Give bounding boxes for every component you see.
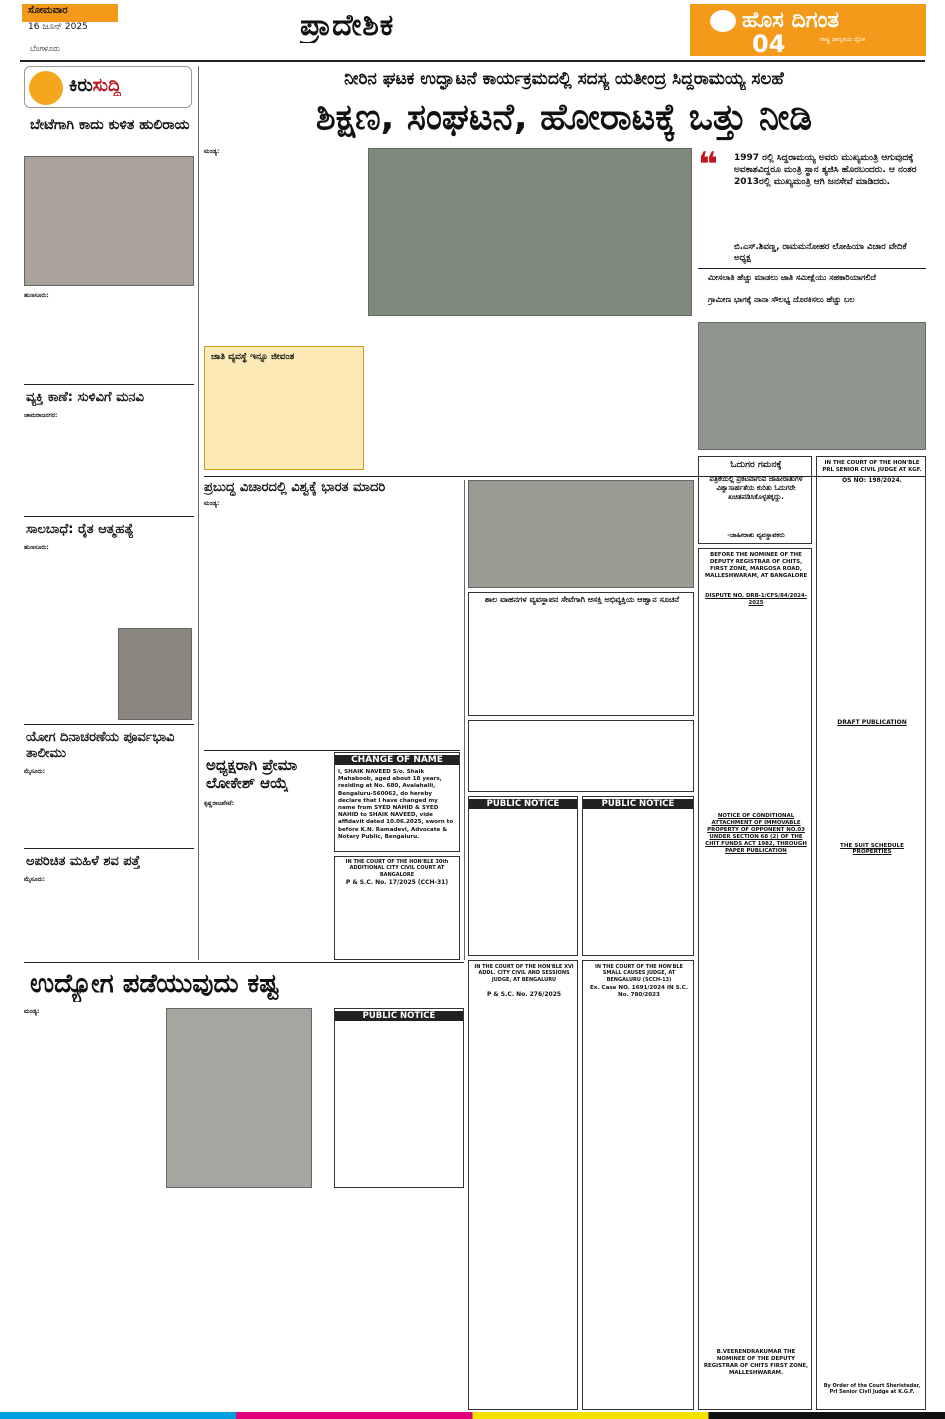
brand-name: ಹೊಸ ದಿಗಂತ <box>742 8 840 33</box>
readers-attention-sign: -ಜಾಹೀರಾತು ವ್ಯವಸ್ಥಾಪಕರು <box>727 531 785 539</box>
kiru-label-left: ಕಿರು <box>69 75 93 96</box>
court2-case: P & S.C. No. 276/2025 <box>486 991 562 998</box>
lead-bullet-1: ಮೀಸಲಾತಿ ಹೆಚ್ಚು ಮಾಡಲು ಜಾತಿ ಸಮೀಕ್ಷೆಯು ಸಹಕಾರಿಯಾಗಲಿದೆ <box>708 273 876 282</box>
left-story5-title: ಅಪರಿಚಿತ ಮಹಿಳೆ ಶವ ಪತ್ತೆ <box>26 854 141 869</box>
court3-case: Ex. Case NO. 1691/2024 IN S.C. No. 780/2023 <box>589 985 689 998</box>
bottom-story-dateline: ಮಂಡ್ಯ: <box>24 1008 40 1015</box>
public-notice-1-title: PUBLIC NOTICE <box>469 799 577 809</box>
left-story3-body <box>24 544 194 624</box>
lead-body-col3 <box>368 320 472 470</box>
masthead <box>0 0 945 60</box>
change-of-name-notice <box>334 752 460 852</box>
mid-story2-body <box>204 800 328 896</box>
left-rule-4 <box>24 848 194 849</box>
kiru-suddi-badge <box>24 66 192 108</box>
left-column-divider <box>198 66 199 960</box>
bottom-story-rule <box>24 962 464 963</box>
left-story1-title: ಬೇಟೆಗಾಗಿ ಕಾದು ಕುಳಿತ ಹುಲಿರಾಯ <box>30 117 190 133</box>
quote-rule <box>698 268 926 269</box>
mid-story1-body-a <box>204 500 328 748</box>
bottom-story-photo <box>166 1008 312 1188</box>
tiger-photo <box>24 156 194 286</box>
left-story4-body <box>24 768 194 844</box>
readers-attention-body: ಪತ್ರಿಕೆಯಲ್ಲಿ ಪ್ರಕಟವಾಗುವ ಜಾಹೀರಾತುಗಳ ವಿಶ್ವಾಸಾರ್ಹತೆಯ ಕುರಿತು ಓದುಗರೇ ಖಚಿತಪಡಿಸಿಕೊಳ್ಳತಕ್ಕದ್ದು. <box>709 475 803 501</box>
left-story3-dateline: ಹುಣಸೂರು: <box>24 544 49 551</box>
public-notice-2-body <box>586 813 692 955</box>
lead-body-col4 <box>478 320 582 470</box>
bottom-story-title: ಉದ್ಯೋಗ ಪಡೆಯುವುದು ಕಷ್ಟ <box>30 969 279 999</box>
mid-story2-dateline: ಕೃಷ್ಣರಾಜಪೇಟೆ: <box>204 800 235 807</box>
print-color-marks <box>0 1412 945 1419</box>
kgf-title: IN THE COURT OF THE HON'BLE PRL SENIOR CIVIL JUDGE AT KGF. <box>822 460 922 473</box>
school-notice-body <box>473 619 691 715</box>
kgf-court-notice <box>816 456 926 1410</box>
left-story1-body <box>24 292 194 382</box>
lead-kicker: ನೀರಿನ ಘಟಕ ಉದ್ಘಾಟನೆ ಕಾರ್ಯಕ್ರಮದಲ್ಲಿ ಸದಸ್ಯ ಯತೀಂದ್ರ ಸಿದ್ದರಾಮಯ್ಯ ಸಲಹೆ <box>344 69 784 89</box>
readers-attention-title: ಓದುಗರ ಗಮನಕ್ಕೆ <box>730 460 782 470</box>
chits-notice-heading: NOTICE OF CONDITIONAL ATTACHMENT OF IMMOVABLE PROPERTY OF OPPONENT NO.03 UNDER SECTION 68 (2) OF THE CHIT FUNDS ACT 1982, THROUGH PAPER PUBLICATION <box>705 813 807 854</box>
kiru-hand-icon <box>29 71 63 105</box>
section-title: ಪ್ರಾದೇಶಿಕ <box>300 8 395 43</box>
left-rule-3 <box>24 724 194 725</box>
court3-notice <box>582 960 694 1410</box>
public-notice-3-title: PUBLIC NOTICE <box>335 1011 463 1021</box>
mid-story2-body-cont <box>204 900 328 960</box>
lead-body-col5 <box>588 320 692 470</box>
kgf-schedule-body <box>820 853 924 1383</box>
mid-story1-dateline: ಮಂಡ್ಯ: <box>204 500 220 507</box>
left-story3-title: ಸಾಲಬಾಧೆ: ರೈತ ಆತ್ಮಹತ್ಯೆ <box>26 522 134 537</box>
court1-body <box>338 889 456 959</box>
school-notice-title: ಶಾಲ ವಾಹನಗಳ ವ್ಯವಸ್ಥಾಪನ ಸೇವೆಗಾಗಿ ಆಸಕ್ತಿ ಅಭಿವ್ಯಕ್ತಿಯ ಆಹ್ವಾನ ಸೂಚನೆ <box>484 595 680 604</box>
left-story2-body <box>24 412 194 512</box>
court3-title: IN THE COURT OF THE HON'BLE SMALL CAUSES JUDGE, AT BENGALURU (SCCH-13) <box>594 964 683 983</box>
mid-rule-1 <box>204 750 460 751</box>
chits-title: BEFORE THE NOMINEE OF THE DEPUTY REGISTRAR OF CHITS, FIRST ZONE, MARGOSA ROAD, MALLESHWARAM, AT BANGALORE <box>704 552 808 579</box>
bottom-story-col1 <box>24 1008 160 1410</box>
left-story2-title: ವ್ಯಕ್ತಿ ಕಾಣೆ: ಸುಳಿವಿಗೆ ಮನವಿ <box>26 390 145 405</box>
kgf-draft: DRAFT PUBLICATION <box>837 719 907 726</box>
public-notice-3-body <box>338 1025 462 1187</box>
chits-sign: B.VEERENDRAKUMAR THE NOMINEE OF THE DEPUTY REGISTRAR OF CHITS FIRST ZONE, MALLESHWARAM. <box>703 1349 809 1376</box>
header-date: 16 ಜೂನ್ 2025 <box>28 22 88 32</box>
side-photo-1 <box>698 322 926 450</box>
court2-body <box>472 1001 576 1401</box>
public-notice-1-body <box>472 813 576 955</box>
school-notice-body-2 <box>473 723 691 791</box>
left-story4-dateline: ಮೈಸೂರು: <box>24 768 46 775</box>
lead-quote-mark: ❝ <box>698 150 718 180</box>
brand-logo <box>710 10 736 32</box>
court1-case: P & S.C. No. 17/2025 (CCH-31) <box>345 879 449 886</box>
lead-subbox <box>204 346 364 470</box>
left-story5-body <box>24 876 194 960</box>
left-story5-dateline: ಮೈಸೂರು: <box>24 876 46 883</box>
kgf-schedule: THE SUIT SCHEDULE PROPERTIES <box>840 843 904 855</box>
left-story3-body-cont <box>24 628 114 720</box>
public-notice-2 <box>582 796 694 956</box>
lead-headline: ಶಿಕ್ಷಣ, ಸಂಘಟನೆ, ಹೋರಾಟಕ್ಕೆ ಒತ್ತು ನೀಡಿ <box>315 97 813 138</box>
school-vehicle-notice-2 <box>468 720 694 792</box>
public-notice-1 <box>468 796 578 956</box>
lead-quote-author: ಬಿ.ಎಸ್.ಶಿವಣ್ಣ, ರಾಮಮನೋಹರ ಲೋಹಿಯಾ ವಿಚಾರ ವೇದಿಕೆ ಅಧ್ಯಕ್ಷ <box>734 242 907 263</box>
page-number: 04 <box>752 30 786 58</box>
farmer-photo <box>118 628 192 720</box>
lead-photo <box>368 148 692 316</box>
chits-body <box>702 867 810 1337</box>
chits-dispute: DISPUTE NO. DRB-1/CFS/84/2024-2025 <box>705 593 807 606</box>
kgf-body <box>820 729 924 839</box>
public-notice-3 <box>334 1008 464 1188</box>
court1-title: IN THE COURT OF THE HON'BLE 30th ADDITIONAL CITY CIVIL COURT AT BANGALORE <box>345 859 449 878</box>
side-photo-2 <box>468 480 694 588</box>
lead-bullet-2: ಗ್ರಾಮೀಣ ಭಾಗಕ್ಕೆ ನಾನಾ ಸೌಲಭ್ಯ ದೊರಕಿಸಲು ಹೆಚ್ಚು ಬಲ <box>708 295 855 304</box>
chits-parties <box>702 611 810 811</box>
bottom-story-col2 <box>166 1192 312 1410</box>
lead-body-col1 <box>204 148 364 344</box>
public-notice-2-title: PUBLIC NOTICE <box>583 799 693 809</box>
chits-notice <box>698 548 812 1410</box>
court2-notice <box>468 960 578 1410</box>
kiru-label <box>69 75 121 96</box>
header-city: ಬೆಂಗಳೂರು <box>30 44 60 53</box>
readers-attention-box <box>698 456 812 544</box>
brand-tagline: ರಾಷ್ಟ್ರ ಜಾಗೃತಿಯ ದೈನಿಕ <box>820 36 866 43</box>
kgf-sign: By Order of the Court Sheristedar, Prl Senior Civil Judge at K.G.F. <box>823 1383 921 1396</box>
coc-body: I, SHAIK NAVEED S/o. Shaik Mahaboob, aged about 18 years, residing at No. 680, Avalahalli, Bengaluru-560062, do hereby declare that I have changed my name from SYED NAHID & SYED NAHID to SHAIK NAVEED, vide affidavit dated 10.06.2025, sworn to before K.N. Ramadevi, Advocate & Notary Public, Bengaluru. <box>338 769 454 840</box>
court3-body <box>586 1003 692 1403</box>
mid-column-divider <box>464 480 465 960</box>
kiru-label-right: ಸುದ್ದಿ <box>92 75 122 96</box>
left-story1-dateline: ಹುಣಸೂರು: <box>24 292 49 299</box>
left-rule-1 <box>24 384 194 385</box>
bottom-story-col3 <box>318 1192 464 1410</box>
lead-subbox-title: ಜಾತಿ ವ್ಯವಸ್ಥೆ ಇನ್ನೂ ಜೀವಂತ <box>211 352 295 362</box>
court1-notice <box>334 856 460 960</box>
mid-story1-title: ಪ್ರಬುದ್ಧ ವಿಚಾರದಲ್ಲಿ ವಿಶ್ವಕ್ಕೆ ಭಾರತ ಮಾದರಿ <box>204 480 386 495</box>
header-rule <box>20 60 925 62</box>
lead-dateline: ಮಂಡ್ಯ: <box>204 148 220 155</box>
kgf-parties <box>820 487 924 717</box>
header-day: ಸೋಮವಾರ <box>28 5 68 16</box>
court2-title: IN THE COURT OF THE HON'BLE XVI ADDL. CITY CIVIL AND SESSIONS JUDGE, AT BENGALURU <box>474 964 574 983</box>
left-rule-2 <box>24 516 194 517</box>
left-story4-title: ಯೋಗ ದಿನಾಚರಣೆಯ ಪೂರ್ವಭಾವಿ ತಾಲೀಮು <box>26 730 175 761</box>
mid-story1-body-b <box>334 500 460 748</box>
lead-quote: 1997 ರಲ್ಲಿ ಸಿದ್ದರಾಮಯ್ಯ ಅವರು ಮುಖ್ಯಮಂತ್ರಿ ಆಗುವುದಕ್ಕೆ ಅವಕಾಶವಿದ್ದರೂ ಮಂತ್ರಿ ಸ್ಥಾನ ತ್ಯಜಿಸಿ ಹೊರಬಂದರು. ಆ ನಂತರ 2013ರಲ್ಲಿ ಮುಖ್ಯಮಂತ್ರಿ ಆಗಿ ಜನಸೇವೆ ಮಾಡಿದರು. <box>734 153 917 187</box>
mid-story2-title: ಅಧ್ಯಕ್ಷರಾಗಿ ಪ್ರೇಮಾ ಲೋಕೇಶ್ ಆಯ್ಕೆ <box>206 756 298 792</box>
coc-title: CHANGE OF NAME <box>335 755 459 765</box>
school-vehicle-notice <box>468 592 694 716</box>
left-story2-dateline: ಚಾಮರಾಜನಗರ: <box>24 412 58 419</box>
kgf-case: OS NO: 198/2024. <box>842 477 902 484</box>
